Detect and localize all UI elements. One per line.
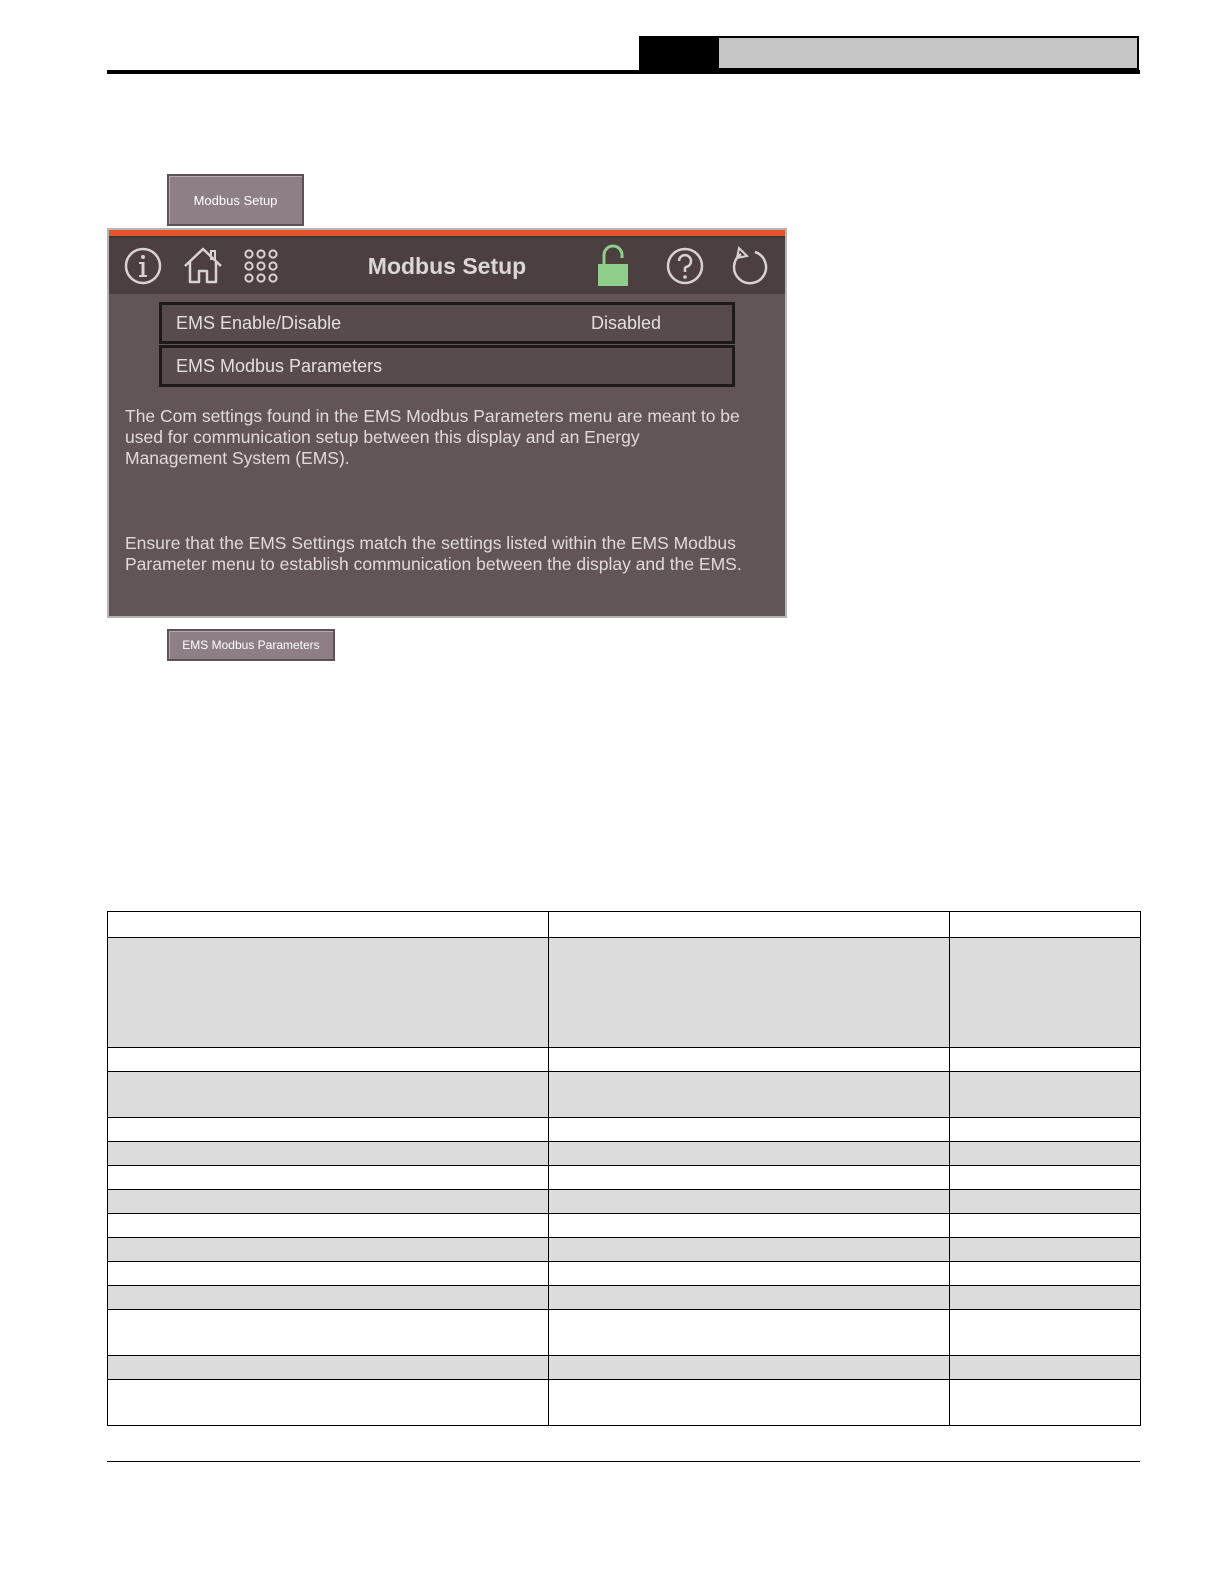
table-header-row <box>108 912 1141 938</box>
footer-rule <box>107 1461 1140 1462</box>
table-cell <box>950 1380 1141 1426</box>
table-cell <box>549 938 950 1048</box>
table-cell <box>108 1118 549 1142</box>
description-text-2: Ensure that the EMS Settings match the settings listed within the EMS Modbus Parameter menu to establish communication between the display and the EMS. <box>125 533 742 574</box>
table-cell <box>549 1072 950 1118</box>
table-cell <box>108 912 549 938</box>
home-icon[interactable] <box>179 242 227 290</box>
table-cell <box>549 1262 950 1286</box>
table-cell <box>549 1310 950 1356</box>
table-cell <box>108 1262 549 1286</box>
ems-modbus-parameters-button[interactable] <box>167 629 335 661</box>
table-cell <box>950 1214 1141 1238</box>
table-cell <box>108 1190 549 1214</box>
table-cell <box>549 1142 950 1166</box>
table-cell <box>950 912 1141 938</box>
ems-modbus-parameters-label: EMS Modbus Parameters <box>176 356 383 376</box>
table-cell <box>549 1238 950 1262</box>
table-cell <box>549 1048 950 1072</box>
table-cell <box>549 1356 950 1380</box>
table-cell <box>108 1166 549 1190</box>
table-row <box>108 1238 1141 1262</box>
table-cell <box>108 938 549 1048</box>
table-cell <box>549 912 950 938</box>
table-row <box>108 1262 1141 1286</box>
table-cell <box>950 1310 1141 1356</box>
table-cell <box>108 1238 549 1262</box>
table-cell <box>950 1190 1141 1214</box>
modbus-setup-screen <box>107 228 787 618</box>
ems-enable-disable-row[interactable] <box>159 302 735 344</box>
table-cell <box>950 1072 1141 1118</box>
help-icon[interactable] <box>661 242 709 290</box>
menu-grid-icon[interactable] <box>237 242 285 290</box>
header-rule <box>107 70 1140 74</box>
modbus-setup-button[interactable] <box>167 174 304 226</box>
table-cell <box>950 938 1141 1048</box>
ems-modbus-parameters-row[interactable] <box>159 345 735 387</box>
table-cell <box>108 1072 549 1118</box>
table-row <box>108 1118 1141 1142</box>
table-cell <box>950 1356 1141 1380</box>
table-row <box>108 1286 1141 1310</box>
table-cell <box>549 1166 950 1190</box>
table-cell <box>108 1356 549 1380</box>
ems-enable-disable-label: EMS Enable/Disable <box>176 313 342 333</box>
table-row <box>108 1072 1141 1118</box>
table-row <box>108 1356 1141 1380</box>
table-cell <box>108 1310 549 1356</box>
table-cell <box>108 1286 549 1310</box>
table-cell <box>549 1286 950 1310</box>
table-cell <box>549 1214 950 1238</box>
header-grey-band <box>719 36 1139 70</box>
table-cell <box>549 1190 950 1214</box>
table-cell <box>950 1048 1141 1072</box>
screen-title: Modbus Setup <box>367 253 527 279</box>
table-cell <box>549 1118 950 1142</box>
table-cell <box>950 1238 1141 1262</box>
ems-modbus-parameters-button-label: EMS Modbus Parameters <box>182 638 320 652</box>
table-row <box>108 1214 1141 1238</box>
table-cell <box>950 1118 1141 1142</box>
table-cell <box>549 1380 950 1426</box>
table-cell <box>950 1142 1141 1166</box>
table-cell <box>108 1380 549 1426</box>
info-icon[interactable] <box>119 242 167 290</box>
back-icon[interactable] <box>725 242 773 290</box>
parameters-table <box>107 911 1141 1426</box>
table-cell <box>108 1214 549 1238</box>
table-cell <box>950 1166 1141 1190</box>
table-row <box>108 1380 1141 1426</box>
ems-enable-disable-value: Disabled <box>591 313 662 333</box>
table-cell <box>950 1286 1141 1310</box>
table-row <box>108 1166 1141 1190</box>
table-row <box>108 1048 1141 1072</box>
table-cell <box>950 1262 1141 1286</box>
accent-bar <box>109 230 785 238</box>
modbus-setup-button-label: Modbus Setup <box>193 192 278 208</box>
table-cell <box>108 1048 549 1072</box>
header-black-tab <box>639 36 719 70</box>
table-row <box>108 1142 1141 1166</box>
table-cell <box>108 1142 549 1166</box>
unlock-icon[interactable] <box>589 242 637 290</box>
table-row <box>108 1190 1141 1214</box>
table-row <box>108 938 1141 1048</box>
description-text-1: The Com settings found in the EMS Modbus Parameters menu are meant to be used for communication setup between this display and an Energy Management System (EMS). <box>125 406 740 468</box>
table-row <box>108 1310 1141 1356</box>
